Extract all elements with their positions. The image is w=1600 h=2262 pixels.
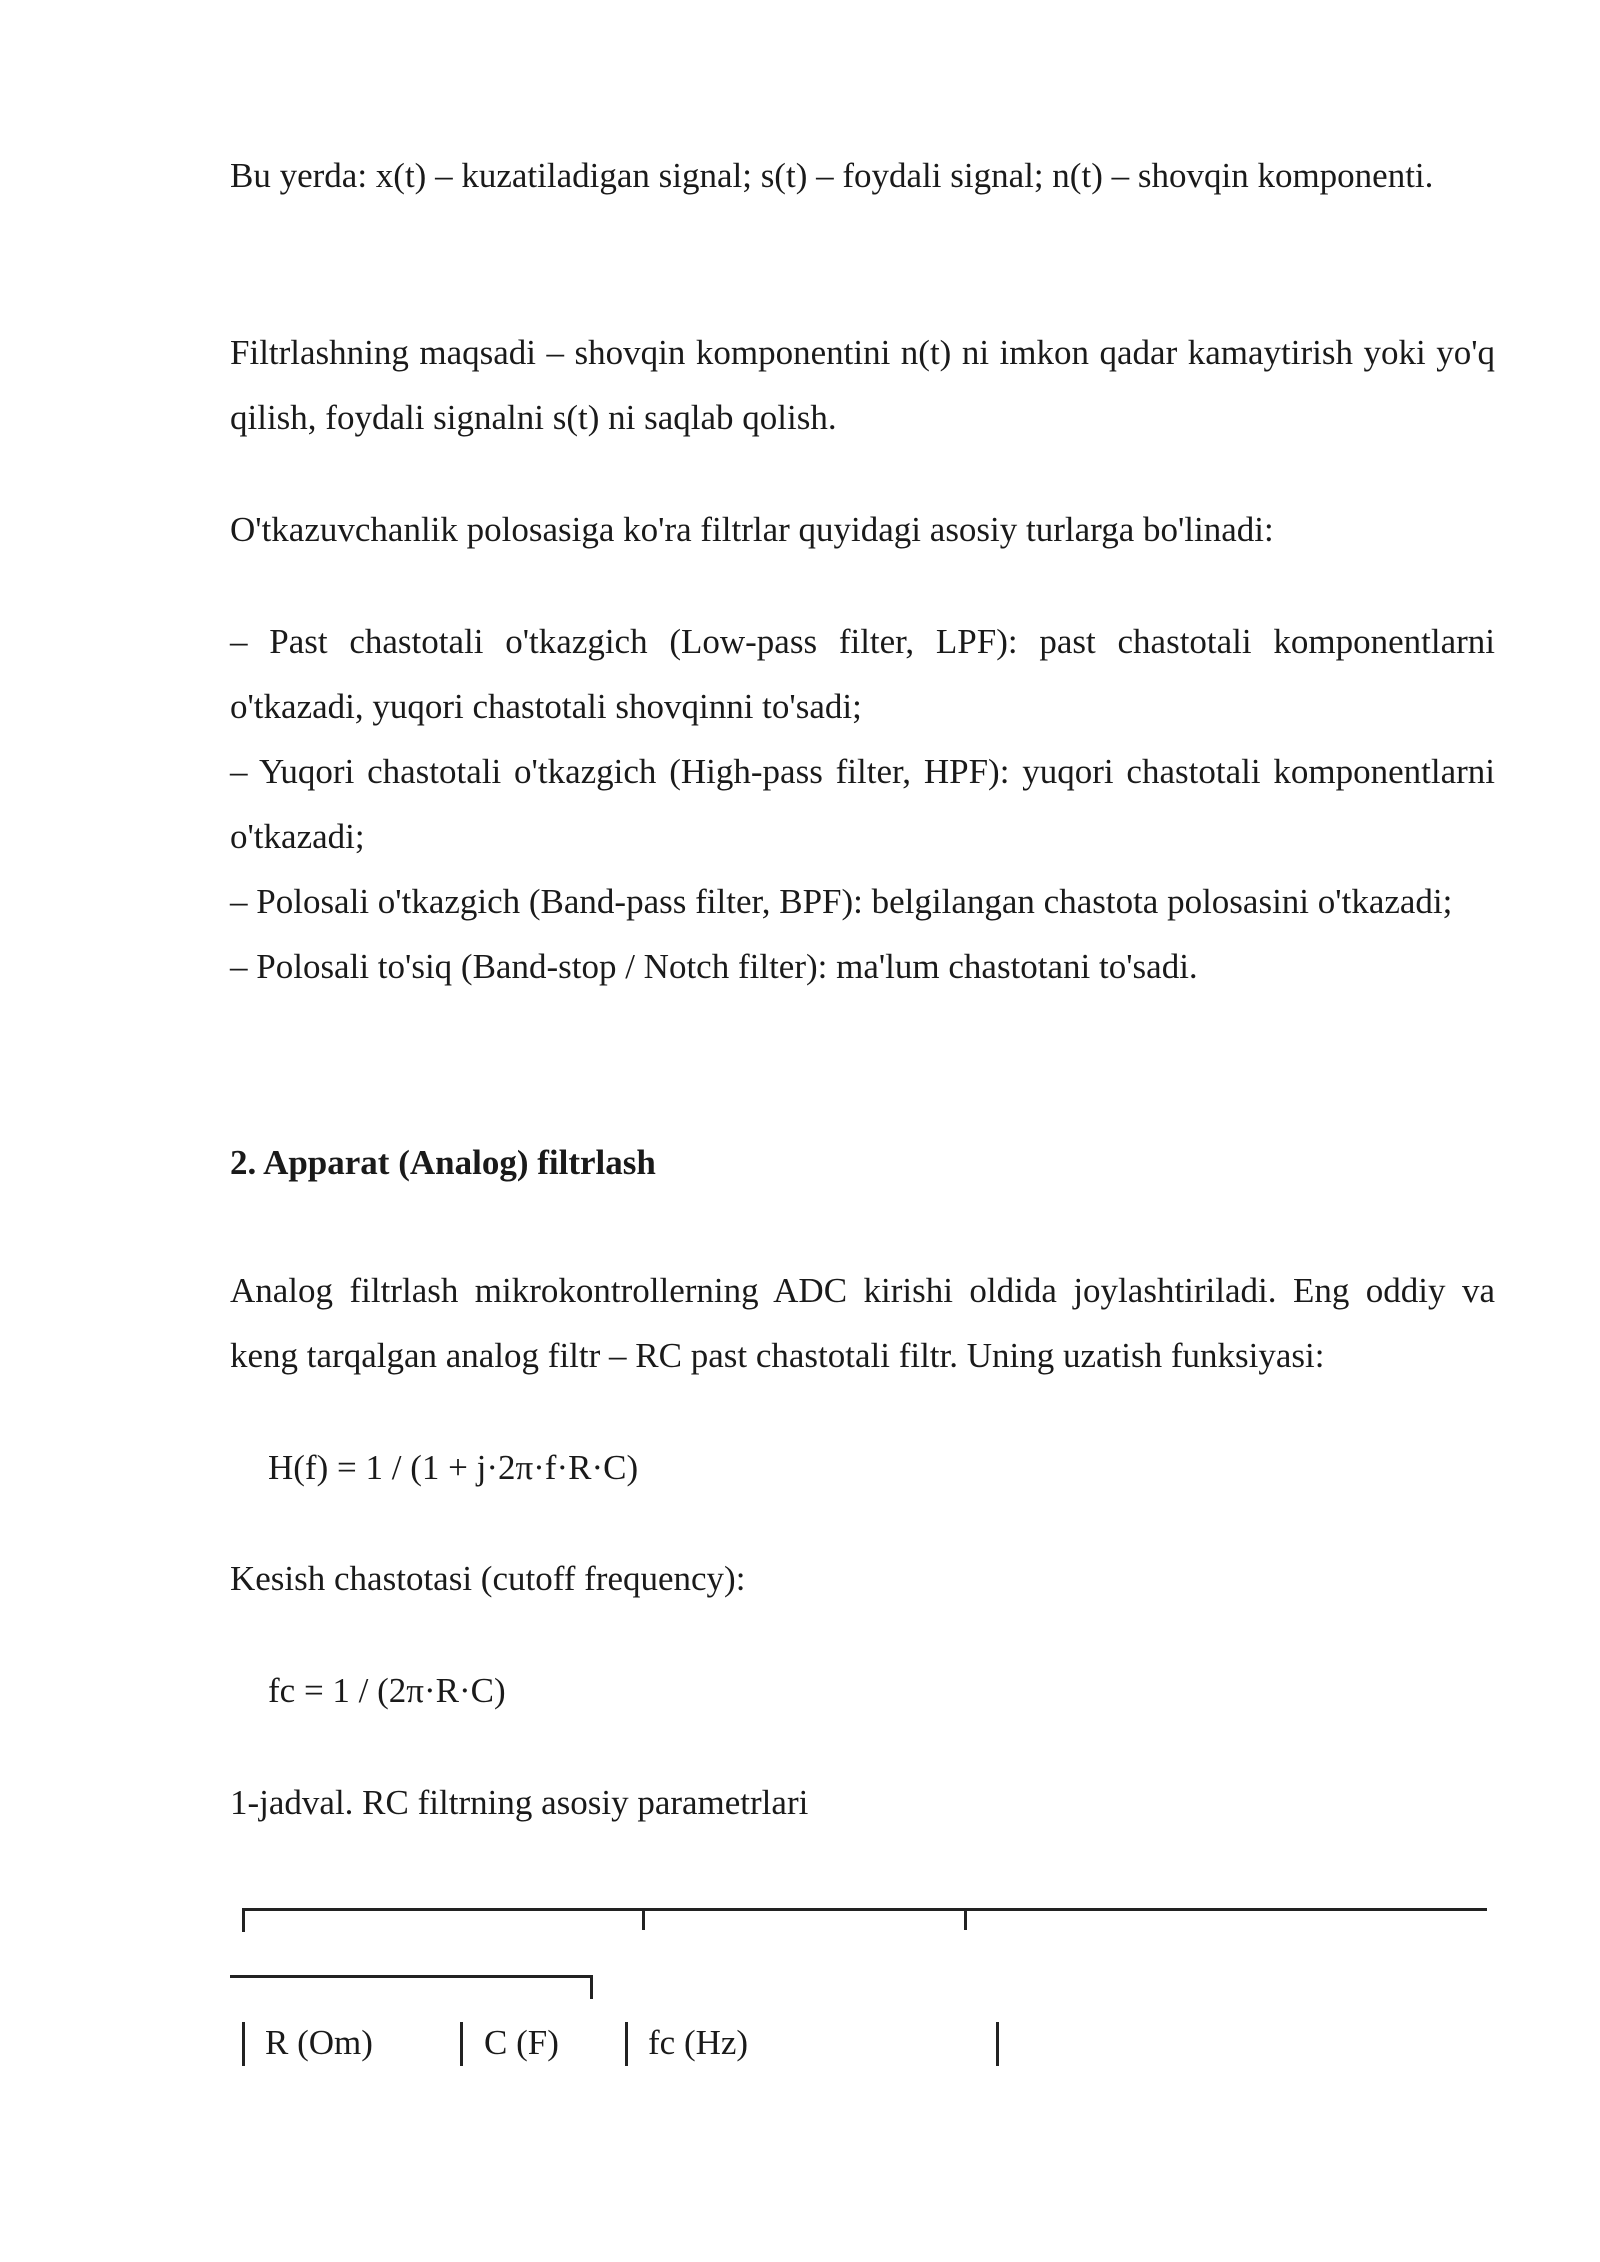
table-top-mid-tick-1: [642, 1908, 645, 1930]
table-second-right-tick: [590, 1975, 593, 1999]
paragraph-signal-definition: Bu yerda: x(t) – kuzatiladigan signal; s(t) – foydali signal; n(t) – shovqin komponenti.: [230, 156, 1434, 195]
table-header-c: C (F): [484, 2023, 559, 2062]
list-item-notch: – Polosali to'siq (Band-stop / Notch filter): ma'lum chastotani to'sadi.: [230, 947, 1198, 986]
table-header-r: R (Om): [265, 2023, 373, 2062]
list-item-hpf: – Yuqori chastotali o'tkazgich (High-pass filter, HPF): yuqori chastotali komponentlarni o'tkazadi;: [230, 752, 1495, 856]
paragraph-cutoff-label: Kesish chastotasi (cutoff frequency):: [230, 1559, 746, 1598]
table-top-left-tick: [242, 1908, 245, 1932]
paragraph-filter-types-intro: O'tkazuvchanlik polosasiga ko'ra filtrlar quyidagi asosiy turlarga bo'linadi:: [230, 510, 1274, 549]
formula-transfer-function: H(f) = 1 / (1 + j·2π·f·R·C): [268, 1448, 639, 1487]
formula-cutoff: fc = 1 / (2π·R·C): [268, 1671, 506, 1710]
table-col-divider-0: [242, 2022, 245, 2066]
table-col-divider-1: [460, 2022, 463, 2066]
table-second-border: [230, 1975, 592, 1978]
table-caption: 1-jadval. RC filtrning asosiy parametrlari: [230, 1783, 809, 1822]
filter-types-list: [230, 609, 1495, 999]
section-heading: 2. Apparat (Analog) filtrlash: [230, 1143, 656, 1182]
paragraph-analog-intro: Analog filtrlash mikrokontrollerning ADC kirishi oldida joylashtiriladi. Eng oddiy va keng tarqalgan analog filtr – RC past chastotali filtr. Uning uzatish funksiyasi:: [230, 1271, 1495, 1375]
table-col-divider-2: [625, 2022, 628, 2066]
table-top-border: [242, 1908, 1487, 1911]
list-item-lpf: – Past chastotali o'tkazgich (Low-pass filter, LPF): past chastotali komponentlarni o'tkazadi, yuqori chastotali shovqinni to'sadi;: [230, 622, 1495, 726]
table-header-fc: fc (Hz): [648, 2023, 749, 2062]
table-top-mid-tick-2: [964, 1908, 967, 1930]
paragraph-filtering-goal: Filtrlashning maqsadi – shovqin komponentini n(t) ni imkon qadar kamaytirish yoki yo'q qilish, foydali signalni s(t) ni saqlab qolish.: [230, 333, 1495, 437]
table-col-divider-3: [996, 2022, 999, 2066]
list-item-bpf: – Polosali o'tkazgich (Band-pass filter, BPF): belgilangan chastota polosasini o'tkazadi;: [230, 882, 1453, 921]
